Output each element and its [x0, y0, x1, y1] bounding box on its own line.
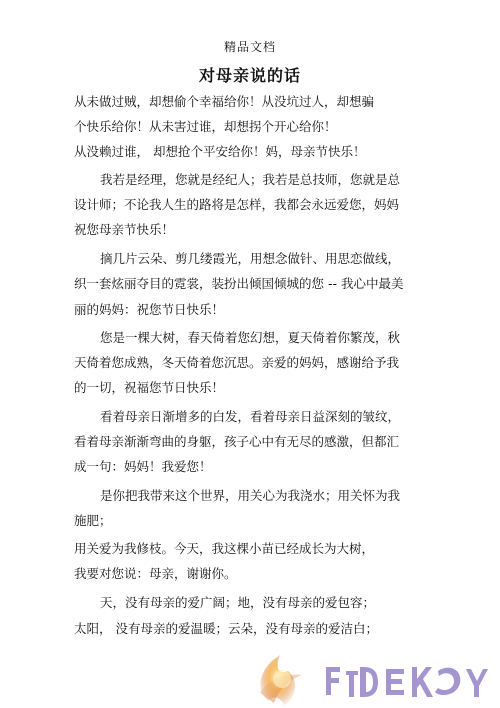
- text-line: 看着母亲日渐增多的白发，看着母亲日益深刻的皱纹，: [100, 409, 401, 424]
- text-line: 成一句：妈妈！我爱您！: [74, 459, 212, 474]
- text-line: 丽的妈妈：祝您节日快乐！: [74, 302, 225, 317]
- text-line: 用关爱为我修枝。今天，我这棵小苗已经成长为大树，: [74, 541, 375, 556]
- text-line: 天，没有母亲的爱广阔；地，没有母亲的爱包容；: [100, 595, 376, 610]
- text-line: 摘几片云朵、剪几缕霞光，用想念做针、用思恋做线，: [100, 251, 401, 266]
- text-line: 设计师；不论我人生的路将是怎样，我都会永远爱您，妈妈: [74, 197, 400, 212]
- text-line: 您是一棵大树，春天倚着您幻想，夏天倚着你繁茂，秋: [100, 330, 401, 345]
- text-line: 天倚着您成熟，冬天倚着您沉思。亲爱的妈妈，感谢给予我: [74, 355, 400, 370]
- text-line: 是你把我带来这个世界，用关心为我浇水；用关怀为我: [100, 488, 401, 503]
- text-line: 施肥；: [74, 513, 112, 528]
- text-line: 的一切，祝福您节日快乐！: [74, 380, 225, 395]
- document-header-label: 精品文档: [223, 40, 276, 54]
- text-line: 看着母亲渐渐弯曲的身躯，孩子心中有无尽的感激，但都汇: [74, 434, 400, 449]
- text-line: 我若是经理，您就是经纪人；我若是总技师，您就是总: [100, 172, 401, 187]
- text-line: 太阳， 没有母亲的爱温暖；云朵，没有母亲的爱洁白；: [74, 621, 378, 636]
- text-line: 祝您母亲节快乐！: [74, 222, 175, 237]
- flame-logo-icon: [250, 649, 308, 707]
- text-line: 个快乐给你！从未害过谁，却想拐个开心给你！: [74, 119, 337, 134]
- text-line: 从未做过贼，却想偷个幸福给你！从没坑过人，却想骗: [74, 94, 375, 109]
- document-title: 对母亲说的话: [198, 66, 301, 85]
- watermark-text-graphic: [320, 657, 500, 707]
- text-line: 我要对您说：母亲，谢谢你。: [74, 566, 237, 581]
- text-line: 织一套炫丽夺目的霓裳，装扮出倾国倾城的您 -- 我心中最美: [74, 276, 404, 291]
- watermark: [240, 645, 500, 708]
- text-line: 从没赖过谁， 却想抢个平安给你！妈，母亲节快乐！: [74, 144, 366, 159]
